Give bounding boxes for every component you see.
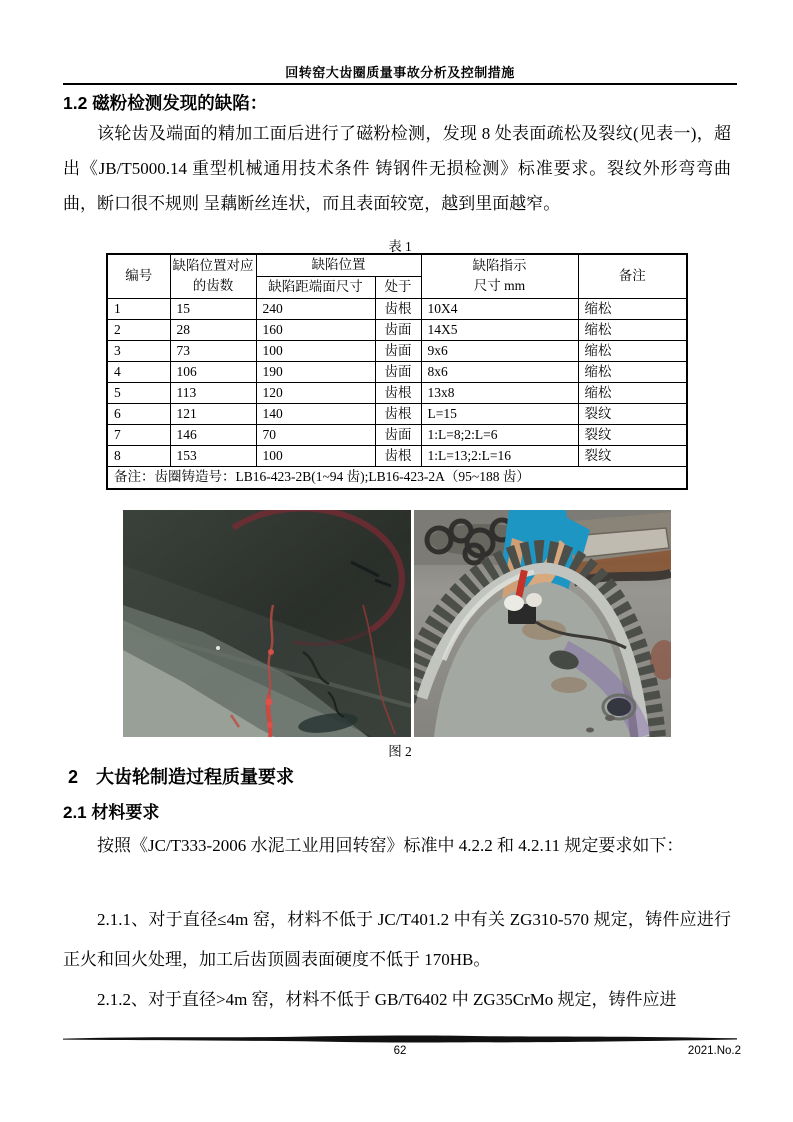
table-cell: 缩松: [578, 340, 687, 361]
col-header-tooth: [170, 254, 256, 298]
table-cell: 240: [256, 298, 375, 319]
table-cell: 100: [256, 340, 375, 361]
table-cell: 1: [107, 298, 170, 319]
page-footer: [63, 1045, 741, 1061]
table-cell: 73: [170, 340, 256, 361]
journal-issue: 2021.No.2: [687, 1045, 741, 1057]
table-cell: 15: [170, 298, 256, 319]
section-2-1-heading: 2.1 材料要求: [63, 803, 160, 822]
footer-decorative-rule: [63, 1035, 737, 1044]
table-header-row: [107, 254, 687, 276]
figure-2-photos: [123, 510, 671, 737]
defects-table: [106, 253, 688, 490]
table-row: [107, 361, 687, 382]
table-cell: 14X5: [421, 319, 578, 340]
section-2-1-2-paragraph: 2.1.2、对于直径>4m 窑，材料不低于 GB/T6402 中 ZG35CrMo 规定，铸件应进: [97, 990, 677, 1009]
table-cell: 10X4: [421, 298, 578, 319]
page-header-title: 回转窑大齿圈质量事故分析及控制措施: [285, 65, 515, 80]
table-cell: 缩松: [578, 298, 687, 319]
col-header-indication-line2: 尺寸 mm: [473, 278, 526, 294]
table-cell: 140: [256, 403, 375, 424]
table-cell: 8: [107, 445, 170, 466]
table-row: [107, 382, 687, 403]
table-cell: 9x6: [421, 340, 578, 361]
table-row: [107, 445, 687, 466]
section-1-2-paragraph: 该轮齿及端面的精加工面后进行了磁粉检测，发现 8 处表面疏松及裂纹(见表一)，超出《JB/T5000.14 重型机械通用技术条件 铸钢件无损检测》标准要求。裂纹外形弯弯曲曲，断口很不规则 呈藕断丝连状，而且表面较宽，越到里面越窄。: [63, 124, 731, 213]
table-cell: 2: [107, 319, 170, 340]
table-row: [107, 319, 687, 340]
col-header-indication: [421, 254, 578, 298]
col-header-indication-line1: 缺陷指示: [472, 258, 527, 274]
table-cell: 5: [107, 382, 170, 403]
page-number: 62: [393, 1045, 407, 1057]
table-cell: 齿根: [375, 445, 421, 466]
table-cell: 3: [107, 340, 170, 361]
table-row: [107, 424, 687, 445]
crack-photo: [123, 510, 411, 737]
table-cell: 1:L=8;2:L=6: [421, 424, 578, 445]
section-2-heading: 2 大齿轮制造过程质量要求: [68, 767, 295, 787]
col-header-remark: 备注: [578, 254, 687, 298]
table-cell: 28: [170, 319, 256, 340]
table-cell: 120: [256, 382, 375, 403]
table-cell: 齿面: [375, 424, 421, 445]
section-1-2-heading: 1.2 磁粉检测发现的缺陷：: [63, 93, 268, 113]
table-1-caption: 表 1: [388, 239, 412, 254]
section-2-1-paragraph: 按照《JC/T333-2006 水泥工业用回转窑》标准中 4.2.2 和 4.2.11 规定要求如下：: [97, 836, 684, 855]
table-cell: 裂纹: [578, 403, 687, 424]
col-header-located: 处于: [375, 276, 421, 298]
table-cell: 裂纹: [578, 445, 687, 466]
table-cell: 113: [170, 382, 256, 403]
table-cell: 153: [170, 445, 256, 466]
section-2-1-1-paragraph: 2.1.1、对于直径≤4m 窑，材料不低于 JC/T401.2 中有关 ZG310-570 规定，铸件应进行正火和回火处理，加工后齿顶圆表面硬度不低于 170HB。: [63, 910, 731, 969]
table-cell: 4: [107, 361, 170, 382]
col-header-id: 编号: [107, 254, 170, 298]
table-cell: 齿根: [375, 382, 421, 403]
table-cell: 146: [170, 424, 256, 445]
table-cell: 齿根: [375, 403, 421, 424]
table-cell: 106: [170, 361, 256, 382]
gear-inspection-photo: [414, 510, 671, 737]
table-cell: 7: [107, 424, 170, 445]
header-rule: [63, 83, 737, 85]
table-cell: 齿面: [375, 361, 421, 382]
table-cell: 齿面: [375, 319, 421, 340]
figure-2-caption: 图 2: [388, 744, 412, 759]
table-cell: 缩松: [578, 382, 687, 403]
table-cell: 1:L=13;2:L=16: [421, 445, 578, 466]
table-cell: 100: [256, 445, 375, 466]
table-cell: 齿面: [375, 340, 421, 361]
table-cell: 裂纹: [578, 424, 687, 445]
table-cell: 齿根: [375, 298, 421, 319]
col-header-tooth-line2: 的齿数: [192, 278, 234, 294]
table-cell: 8x6: [421, 361, 578, 382]
table-cell: L=15: [421, 403, 578, 424]
table-cell: 70: [256, 424, 375, 445]
table-cell: 6: [107, 403, 170, 424]
table-cell: 缩松: [578, 361, 687, 382]
table-cell: 190: [256, 361, 375, 382]
col-header-position-group: 缺陷位置: [256, 254, 421, 276]
table-cell: 160: [256, 319, 375, 340]
col-header-tooth-line1: 缺陷位置对应: [172, 258, 254, 274]
table-cell: 121: [170, 403, 256, 424]
table-row: [107, 340, 687, 361]
table-cell: 缩松: [578, 319, 687, 340]
col-header-distance: 缺陷距端面尺寸: [256, 276, 375, 298]
table-note: 备注：齿圈铸造号：LB16-423-2B(1~94 齿);LB16-423-2A（95~188 齿）: [107, 466, 687, 489]
table-row: [107, 298, 687, 319]
table-row: [107, 403, 687, 424]
table-note-row: [107, 466, 687, 489]
table-cell: 13x8: [421, 382, 578, 403]
